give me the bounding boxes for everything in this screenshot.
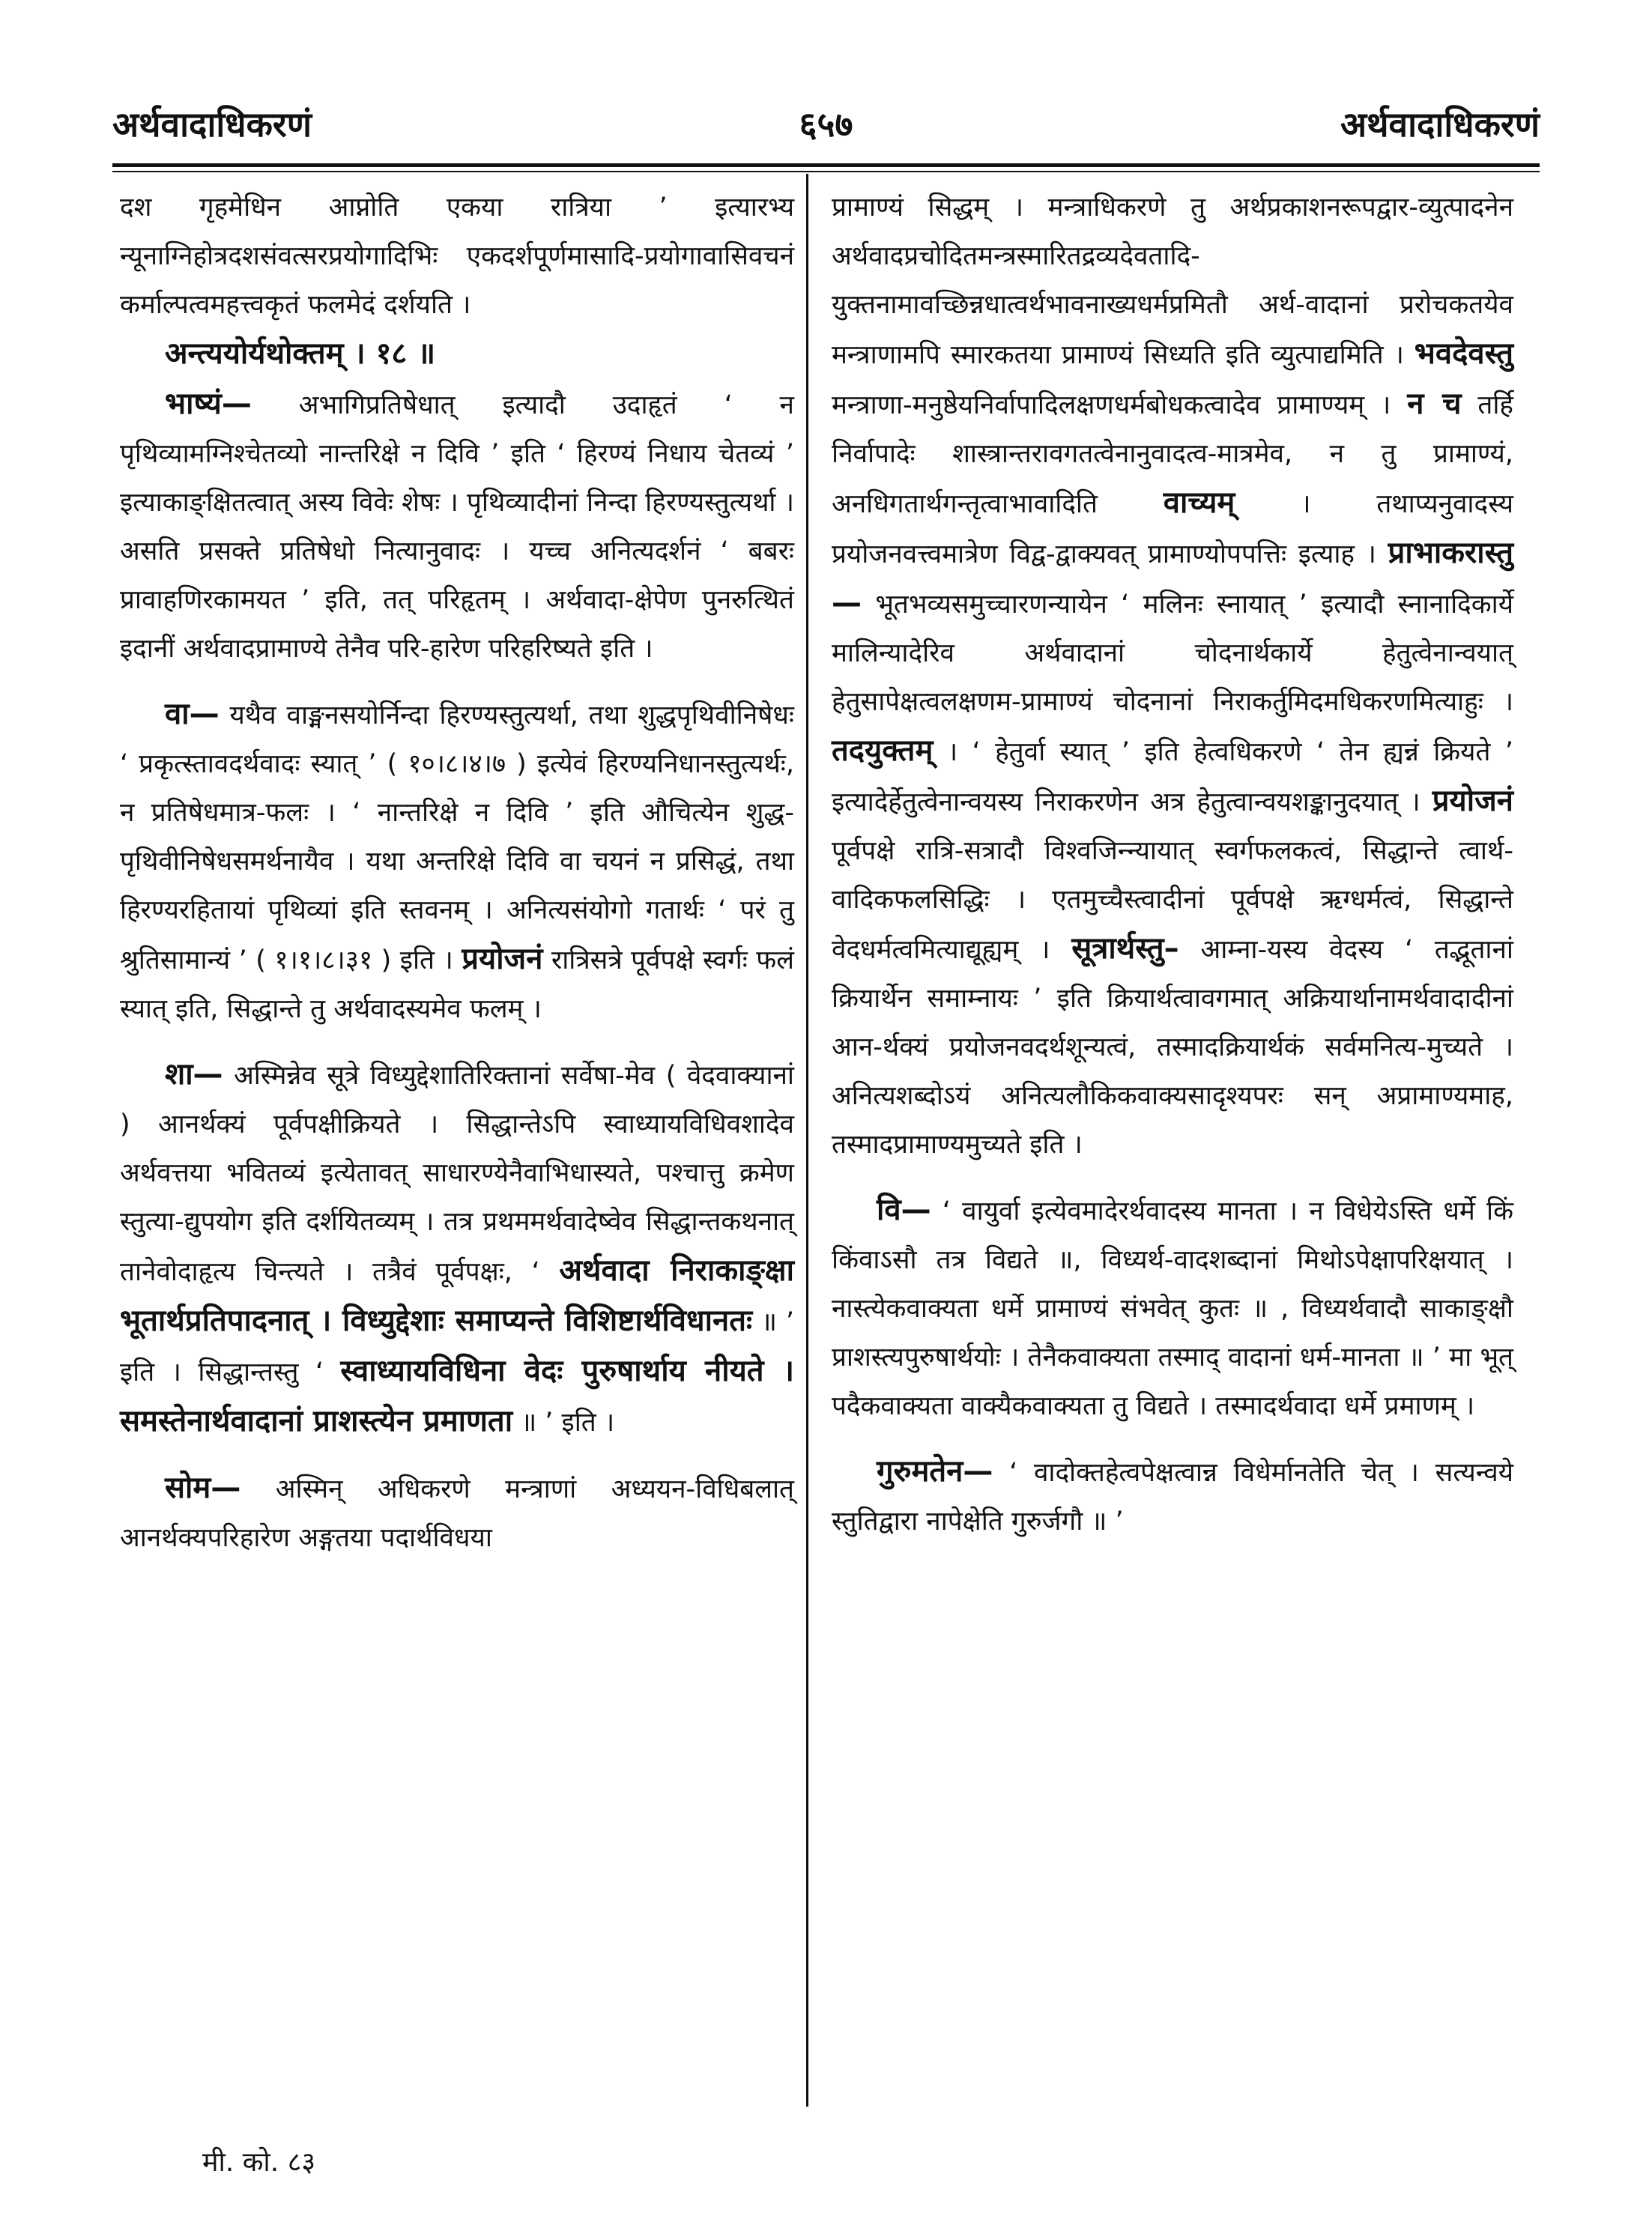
r-bold-7: सूत्रार्थस्तु– [1071, 931, 1179, 966]
header-rule-thin [112, 171, 1540, 172]
gurumata-text: ‘ वादोक्तहेत्वपेक्षत्वान्न विधेर्मानतेति चेत् । सत्यन्वये स्तुतिद्वारा नापेक्षेति गुरुर्जगौ ॥ ’ [832, 1458, 1513, 1537]
running-header [112, 90, 1540, 157]
va-text: यथैव वाङ्मनसयोर्निन्दा हिरण्यस्तुत्यर्था, तथा शुद्धपृथिवीनिषेधः ‘ प्रकृत्स्तावदर्थवादः स्यात् ’ ( १०।८।४।७ ) इत्येवं हिरण्यनिधानस्तुत्यर्थः, न प्रतिषेधमात्र-फलः । ‘ नान्तरिक्षे न दिवि ’ इति औचित्येन शुद्ध-पृथिवीनिषेधसमर्थनायैव । यथा अन्तरिक्षे दिवि वा चयनं न प्रसिद्धं, तथा हिरण्यरहितायां पृथिव्यां इति स्तवनम् । अनित्यसंयोगो गतार्थः ‘ परं तु श्रुतिसामान्यं ’ ( १।१।८।३१ ) इति । [120, 700, 794, 975]
sha-label: शा— [165, 1057, 223, 1092]
left-paragraph-1: दश गृहमेधिन आप्नोति एकया रात्रिया ’ इत्यारभ्य न्यूनाग्निहोत्रदशसंवत्सरप्रयोगादिभिः एकदर्शपूर्णमासादि-प्रयोगावासिवचनं कर्माल्पत्वमहत्त्वकृतं फलमेदं दर्शयति । [120, 193, 794, 320]
va-prayojana: प्रयोजनं [462, 942, 543, 976]
r-text-6: । ‘ हेतुर्वा स्यात् ’ इति हेत्वधिकरणे ‘ तेन ह्यन्नं क्रियते ’ इत्यादेर्हेतुत्वेनान्वयस्य निराकरणेन अत्र हेतुत्वान्वयशङ्कानुदयात् । [832, 737, 1513, 817]
r-text-8: आम्ना-यस्य वेदस्य ‘ तद्भूतानां क्रियार्थेन समाम्नायः ’ इति क्रियार्थत्वावगमात् अक्रियार्थानामर्थवादादीनां आन-र्थक्यं प्रयोजनवदर्थशून्यत्वं, तस्मादक्रियार्थकं सर्वमनित्य-मुच्यते । अनित्यशब्दोऽयं अनित्यलौकिकवाक्यसादृश्यपरः सन् अप्रामाण्यमाह, तस्मादप्रामाण्यमुच्यते इति । [832, 935, 1513, 1160]
sha-text-mid: ॥ ’ इति । सिद्धान्तस्तु ‘ [120, 1307, 795, 1387]
vi-label: वि— [877, 1193, 931, 1227]
right-gurumata-paragraph [832, 1447, 1513, 1546]
soma-text: अस्मिन् अधिकरणे मन्त्राणां अध्ययन-विधिबलात् आनर्थक्यपरिहारेण अङ्गतया पदार्थविधया [120, 1474, 794, 1553]
left-va-paragraph [120, 690, 794, 1034]
right-paragraph-1 [832, 184, 1513, 1169]
r-bold-6: प्रयोजनं [1432, 784, 1513, 818]
r-bold-3: वाच्यम् [1163, 485, 1235, 520]
r-text-2: मन्त्राणा-मनुष्ठेयनिर्वापादिलक्षणधर्मबोधकत्वादेव प्रामाण्यम् । [832, 390, 1408, 420]
va-text-end: रात्रिसत्रे पूर्वपक्षे स्वर्गः फलं स्यात् इति, सिद्धान्ते तु अर्थवादस्यमेव फलम् । [120, 945, 794, 1024]
r-bold-5: तदयुक्तम् [832, 733, 934, 768]
left-bhashya-paragraph [120, 380, 794, 673]
footer-signature: मी. को. ८३ [202, 2147, 316, 2178]
sha-text-end: ॥ ’ इति । [512, 1408, 615, 1438]
bhashya-label: भाष्यं— [165, 387, 252, 421]
r-bold-2: न च [1407, 387, 1462, 421]
bhashya-text: अभागिप्रतिषेधात् इत्यादौ उदाहृतं ‘ न पृथिव्यामग्निश्चेतव्यो नान्तरिक्षे न दिवि ’ इति ‘ हिरण्यं निधाय चेतव्यं ’ इत्याकाङ्क्षितत्वात् अस्य विवेः शेषः । पृथिव्यादीनां निन्दा हिरण्यस्तुत्यर्था । असति प्रसक्ते प्रतिषेधो नित्यानुवादः । यच्च अनित्यदर्शनं ‘ बबरः प्रावाहणिरकामयत ’ इति, तत् परिहृतम् । अर्थवादा-क्षेपेण पुनरुत्थितं इदानीं अर्थवादप्रामाण्ये तेनैव परि-हारेण परिहरिष्यते इति । [120, 390, 794, 664]
sha-text: अस्मिन्नेव सूत्रे विध्युद्देशातिरिक्तानां सर्वेषा-मेव ( वेदवाक्यानां ) आनर्थक्यं पूर्वपक्षीक्रियते । सिद्धान्तेऽपि स्वाध्यायविधिवशादेव अर्थवत्तया भवितव्यं इत्येतावत् साधारण्येनैवाभिधास्यते, पश्चात्तु क्रमेण स्तुत्या-द्युपयोग इति दर्शयितव्यम् । तत्र प्रथममर्थवादेष्वेव सिद्धान्तकथनात् तानेवोदाहृत्य चिन्त्यते । तत्रैवं पूर्वपक्षः, ‘ [120, 1061, 794, 1287]
va-label: वा— [165, 697, 220, 731]
r-text-3: तर्हि निर्वापादेः शास्त्रान्तरावगतत्वेनानुवादत्व-मात्रमेव, न तु प्रामाण्यं, अनधिगतार्थगन्तृत्वाभावादिति [832, 390, 1514, 519]
left-sha-paragraph [120, 1050, 794, 1447]
page-number: ६५७ [799, 104, 853, 145]
soma-label: सोम— [165, 1471, 241, 1505]
header-rule-thick [112, 163, 1540, 167]
header-right-title: अर्थवादाधिकरणं [1340, 104, 1540, 145]
left-column [120, 184, 794, 1563]
vi-text: ‘ वायुर्वा इत्येवमादेरर्थवादस्य मानता । न विधेयेऽस्ति धर्मे किं किंवाऽसौ तत्र विद्यते ॥, विध्यर्थ-वादशब्दानां मिथोऽपेक्षापरिक्षयात् । नास्त्येकवाक्यता धर्मे प्रामाण्यं संभवेत् कुतः ॥ , विध्यर्थवादौ साकाङ्क्षौ प्राशस्त्यपुरुषार्थयोः । तेनैकवाक्यता तस्माद् वादानां धर्म-मानता ॥ ’ मा भूत् पदैकवाक्यता वाक्यैकवाक्यता तु विद्यते । तस्मादर्थवादा धर्मे प्रमाणम् । [832, 1196, 1513, 1421]
sutra-text: अन्त्ययोर्यथोक्तम् । १८ ॥ [165, 336, 436, 371]
right-column [832, 184, 1513, 1546]
r-bold-1: भवदेवस्तु [1414, 336, 1513, 371]
r-text-5: भूतभव्यसमुच्चारणन्यायेन ‘ मलिनः स्नायात् ’ इत्यादौ स्नानादिकार्ये मालिन्यादेरिव अर्थवादानां चोदनार्थकार्ये हेतुत्वेनान्वयात् हेतुसापेक्षत्वलक्षणम-प्रामाण्यं चोदनानां निराकर्तुमिदमधिकरणमित्याहुः । [832, 590, 1513, 717]
r-bold-4: प्राभाकरास्तु— [832, 536, 1513, 620]
r-text-4: । तथाप्यनुवादस्य प्रयोजनवत्त्वमात्रेण विद्व-द्वाक्यवत् प्रामाण्योपपत्तिः इत्याह । [832, 489, 1513, 569]
right-vi-paragraph [832, 1186, 1513, 1431]
left-soma-paragraph [120, 1464, 794, 1563]
sha-verse-2: स्वाध्यायविधिना वेदः पुरुषार्थाय नीयते । समस्तेनार्थवादानां प्राशस्त्येन प्रमाणता [120, 1354, 794, 1438]
left-sutra-heading [120, 330, 794, 380]
r-text-7: पूर्वपक्षे रात्रि-सत्रादौ विश्वजिन्न्यायात् स्वर्गफलकत्वं, सिद्धान्ते त्वार्थ-वादिकफलसिद्धिः । एतमुच्चैस्त्वादीनां पूर्वपक्षे ऋग्धर्मत्वं, सिद्धान्ते वेदधर्मत्वमित्याद्यूह्यम् । [832, 836, 1513, 965]
sha-verse-1: अर्थवादा निराकाङ्क्षा भूतार्थप्रतिपादनात् । विध्युद्देशाः समाप्यन्ते विशिष्टार्थविधानतः [120, 1253, 794, 1338]
column-divider [806, 174, 808, 2107]
header-left-title: अर्थवादाधिकरणं [112, 104, 312, 145]
r-text-1: प्रामाण्यं सिद्धम् । मन्त्राधिकरणे तु अर्थप्रकाशनरूपद्वार-व्युत्पादनेन अर्थवादप्रचोदितमन्त्रस्मारितद्रव्यदेवतादि-युक्तनामावच्छिन्नधात्वर्थभावनाख्यधर्मप्रमितौ अर्थ-वादानां प्ररोचकतयेव मन्त्राणामपि स्मारकतया प्रामाण्यं सिध्यति इति व्युत्पाद्यमिति । [832, 193, 1513, 370]
gurumata-label: गुरुमतेन— [877, 1454, 993, 1489]
